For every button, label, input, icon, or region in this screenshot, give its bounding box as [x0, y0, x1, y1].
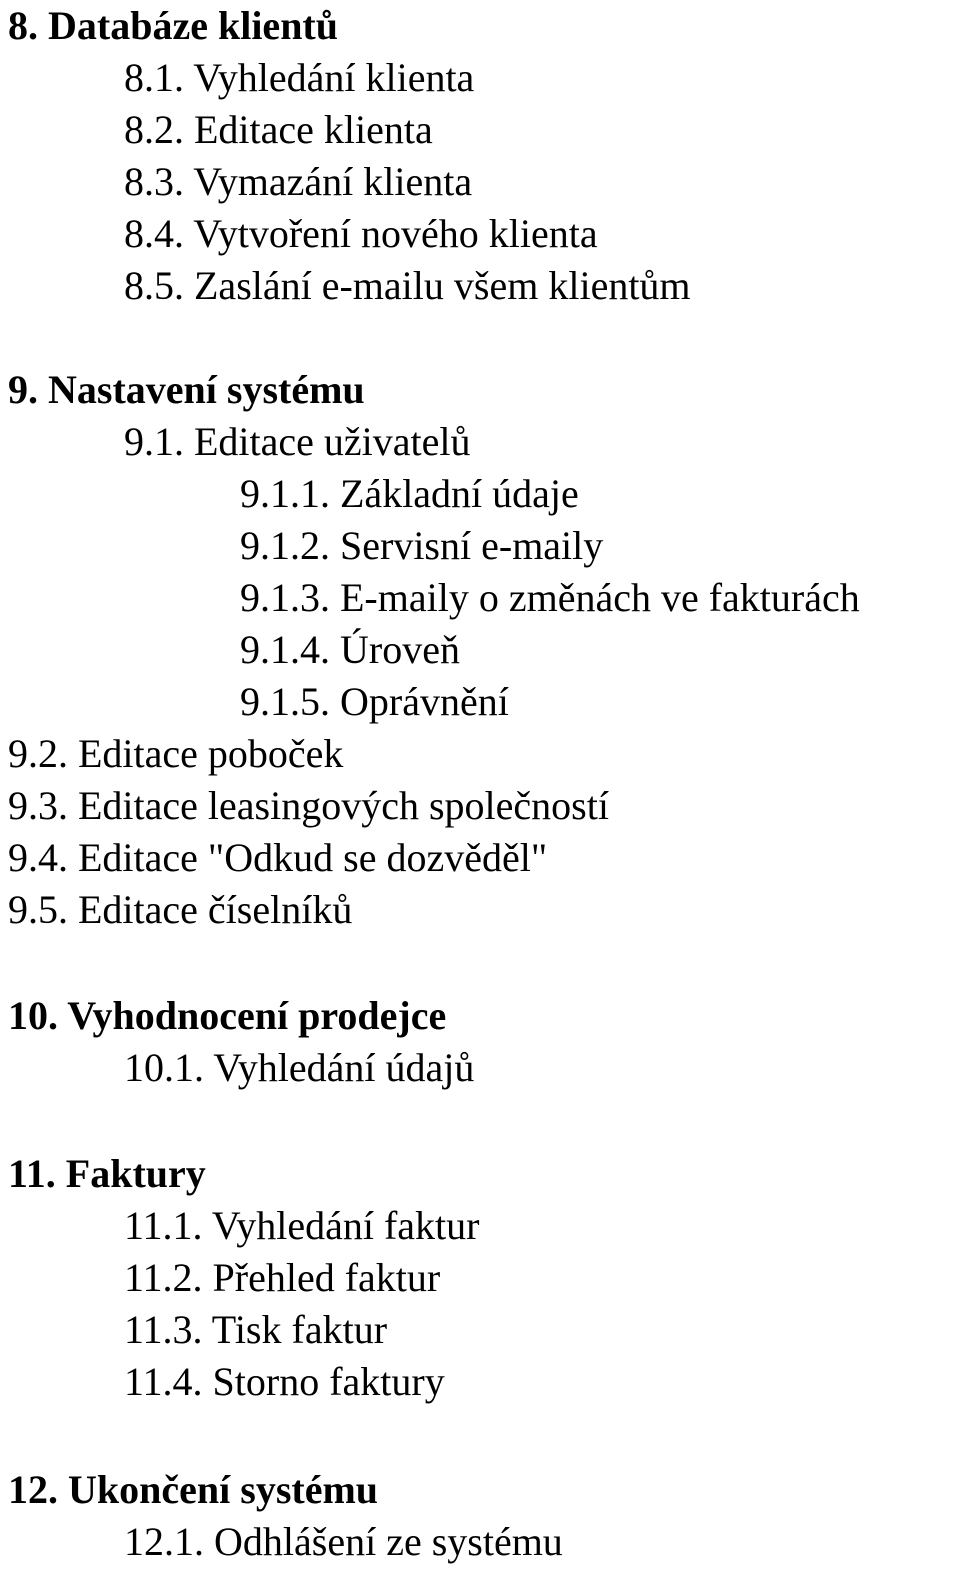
outline-item: 8.1. Vyhledání klienta [124, 55, 475, 100]
section-title: 11. Faktury [8, 1151, 206, 1196]
outline-item: 9.1. Editace uživatelů [124, 419, 471, 464]
outline-item: 11.2. Přehled faktur [124, 1255, 441, 1300]
section-title: 10. Vyhodnocení prodejce [8, 993, 447, 1038]
outline-subitem: 9.1.3. E-maily o změnách ve fakturách [240, 575, 860, 620]
outline-subitem: 9.1.5. Oprávnění [240, 679, 509, 724]
outline-item: 9.2. Editace poboček [8, 731, 344, 776]
section-title: 9. Nastavení systému [8, 367, 365, 412]
outline-item: 9.3. Editace leasingových společností [8, 783, 609, 828]
outline-item: 11.1. Vyhledání faktur [124, 1203, 480, 1248]
outline-item: 8.2. Editace klienta [124, 107, 433, 152]
outline-item: 9.5. Editace číselníků [8, 887, 353, 932]
outline-item: 12.1. Odhlášení ze systému [124, 1519, 563, 1564]
outline-item: 8.3. Vymazání klienta [124, 159, 473, 204]
outline-item: 11.4. Storno faktury [124, 1359, 445, 1404]
outline-item: 9.4. Editace "Odkud se dozvěděl" [8, 835, 548, 880]
outline-item: 8.4. Vytvoření nového klienta [124, 211, 598, 256]
section-title: 12. Ukončení systému [8, 1467, 379, 1512]
outline-item: 10.1. Vyhledání údajů [124, 1045, 475, 1090]
outline-item: 11.3. Tisk faktur [124, 1307, 388, 1352]
outline-subitem: 9.1.2. Servisní e-maily [240, 523, 604, 568]
section-title: 8. Databáze klientů [8, 3, 338, 48]
outline-subitem: 9.1.1. Základní údaje [240, 471, 579, 516]
outline-item: 8.5. Zaslání e-mailu všem klientům [124, 263, 691, 308]
outline-subitem: 9.1.4. Úroveň [240, 627, 460, 672]
